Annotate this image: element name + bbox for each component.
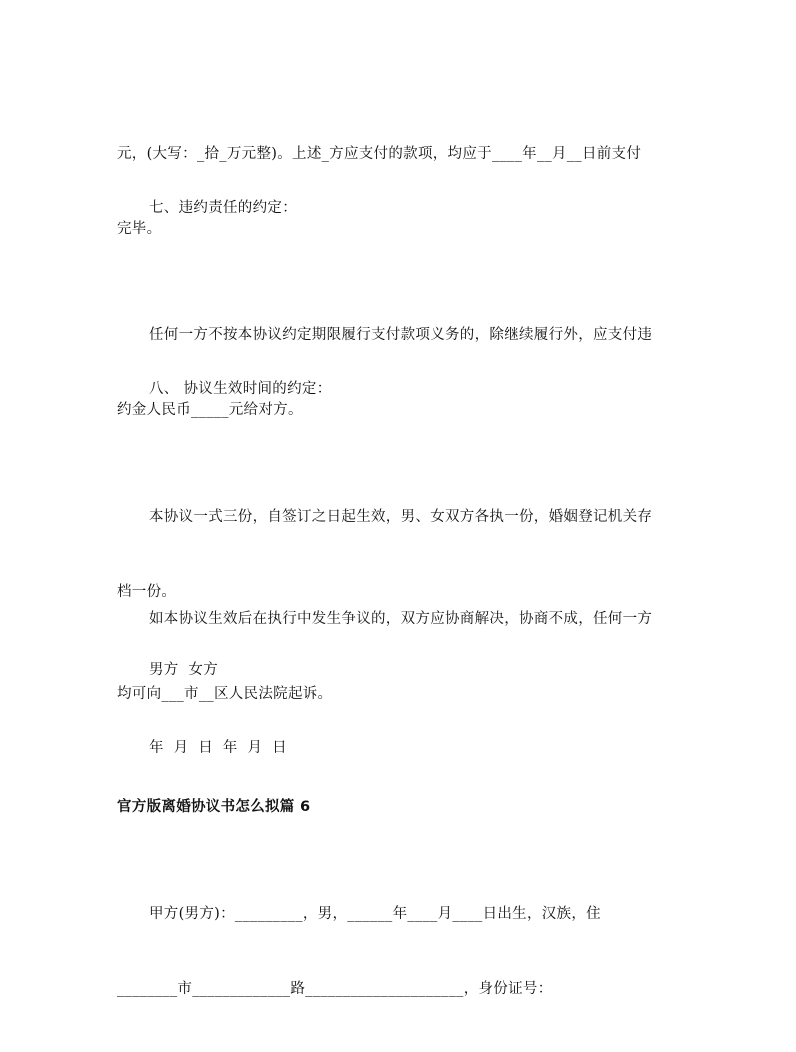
dispute-line-1: 如本协议生效后在执行中发生争议的，双方应协商解决，协商不成，任何一方: [149, 611, 653, 627]
section-8-heading: 八、 协议生效时间的约定：: [149, 381, 332, 397]
dispute-paragraph: [117, 557, 687, 757]
breach-line-1: 任何一方不按本协议约定期限履行支付款项义务的，除继续履行外，应支付违: [149, 327, 653, 343]
dispute-line-2: 均可向___市__区人民法院起诉。: [117, 686, 333, 702]
article-6-title: 官方版离婚协议书怎么拟篇 6: [117, 799, 311, 815]
party-a-paragraph: [117, 852, 687, 1052]
breach-line-2: 约金人民币_____元给对方。: [117, 402, 303, 418]
signature-parties: 男方 女方: [149, 662, 219, 678]
party-a-line-2: ________市_____________路_____________________，身份证号：: [117, 981, 553, 997]
payment-line-1: 元，(大写：_拾_万元整)。上述_方应支付的款项，均应于____年__月__日前支付: [117, 146, 642, 162]
payment-line-2: 完毕。: [117, 221, 162, 237]
breach-paragraph: [117, 273, 687, 473]
section-7-heading: 七、违约责任的约定：: [149, 200, 297, 216]
signature-dates: 年 月 日 年 月 日: [149, 740, 287, 756]
effective-line-1: 本协议一式三份，自签订之日起生效，男、女双方各执一份，婚姻登记机关存: [149, 509, 653, 525]
payment-paragraph: [117, 92, 687, 292]
party-a-line-1: 甲方(男方)：_________，男，______年____月____日出生，汉族，住: [149, 906, 601, 922]
effective-line-2: 档一份。: [117, 584, 177, 600]
